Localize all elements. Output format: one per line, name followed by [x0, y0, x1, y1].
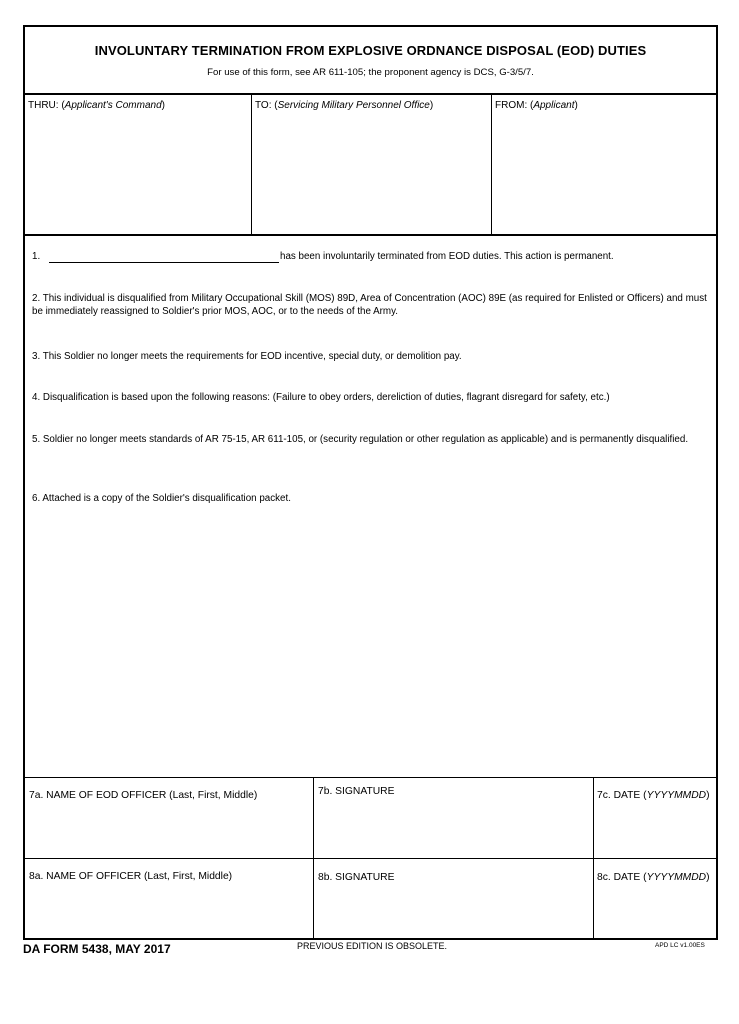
officer-name-label: 8a. NAME OF OFFICER (Last, First, Middle) — [29, 871, 233, 882]
thru-label: THRU: ( — [28, 100, 65, 111]
eod-officer-signature-label: 7b. SIGNATURE — [318, 786, 395, 797]
form-subtitle: For use of this form, see AR 611-105; the proponent agency is DCS, G-3/5/7. — [207, 67, 534, 78]
paragraph-1 — [32, 250, 707, 266]
address-section — [25, 95, 716, 236]
paragraph-2: 2. This individual is disqualified from Military Occupational Skill (MOS) 89D, Area of Concentration (AOC) 89E (as required for Enlisted or Officers) and must be immediately reassigned to Soldier's prior MOS, AOC, or to the needs of the Army. — [32, 293, 707, 317]
eod-officer-date-close: ) — [706, 790, 710, 801]
officer-date-label: 8c. DATE ( — [597, 872, 647, 883]
officer-date-field[interactable] — [594, 859, 716, 939]
officer-date-hint: YYYYMMDD — [646, 872, 707, 883]
paragraph-1-number: 1. — [32, 251, 41, 262]
signature-row-7 — [25, 778, 716, 859]
eod-officer-name-field[interactable] — [25, 778, 314, 858]
paragraph-4: 4. Disqualification is based upon the following reasons: (Failure to obey orders, dereliction of duties, flagrant disregard for safety, etc.) — [32, 392, 610, 403]
edition-note: PREVIOUS EDITION IS OBSOLETE. — [297, 941, 448, 951]
to-close: ) — [429, 100, 434, 111]
eod-officer-signature-field[interactable] — [314, 778, 594, 858]
soldier-name-field[interactable] — [49, 262, 279, 263]
paragraph-6: 6. Attached is a copy of the Soldier's disqualification packet. — [32, 493, 291, 504]
from-close: ) — [574, 100, 578, 111]
eod-officer-date-hint: YYYYMMDD — [646, 790, 707, 801]
form-identifier: DA FORM 5438, MAY 2017 — [23, 942, 171, 956]
eod-officer-date-field[interactable] — [594, 778, 716, 858]
thru-field[interactable] — [25, 95, 252, 234]
officer-name-field[interactable] — [25, 859, 314, 939]
officer-date-close: ) — [706, 872, 710, 883]
form-body — [25, 236, 716, 778]
paragraph-1-text: has been involuntarily terminated from EOD duties. This action is permanent. — [280, 251, 614, 262]
officer-signature-field[interactable] — [314, 859, 594, 939]
to-hint: Servicing Military Personnel Office — [277, 100, 430, 111]
signature-section — [25, 777, 716, 938]
officer-signature-label: 8b. SIGNATURE — [318, 872, 395, 883]
paragraph-5: 5. Soldier no longer meets standards of AR 75-15, AR 611-105, or (security regulation or other regulation as applicable) and is permanently disqualified. — [32, 434, 689, 445]
form-version: APD LC v1.00ES — [655, 942, 705, 949]
form-container — [23, 25, 718, 940]
form-header — [25, 27, 716, 95]
eod-officer-date-label: 7c. DATE ( — [597, 790, 647, 801]
signature-row-8 — [25, 859, 716, 939]
to-field[interactable] — [252, 95, 492, 234]
paragraph-3: 3. This Soldier no longer meets the requirements for EOD incentive, special duty, or demolition pay. — [32, 351, 462, 362]
from-hint: Applicant — [533, 100, 575, 111]
form-title: INVOLUNTARY TERMINATION FROM EXPLOSIVE ORDNANCE DISPOSAL (EOD) DUTIES — [94, 43, 647, 58]
from-field[interactable] — [492, 95, 716, 234]
eod-officer-name-label: 7a. NAME OF EOD OFFICER (Last, First, Middle) — [29, 790, 258, 801]
to-label: TO: ( — [255, 100, 278, 111]
thru-hint: Applicant's Command — [64, 100, 162, 111]
from-label: FROM: ( — [495, 100, 534, 111]
thru-close: ) — [161, 100, 165, 111]
